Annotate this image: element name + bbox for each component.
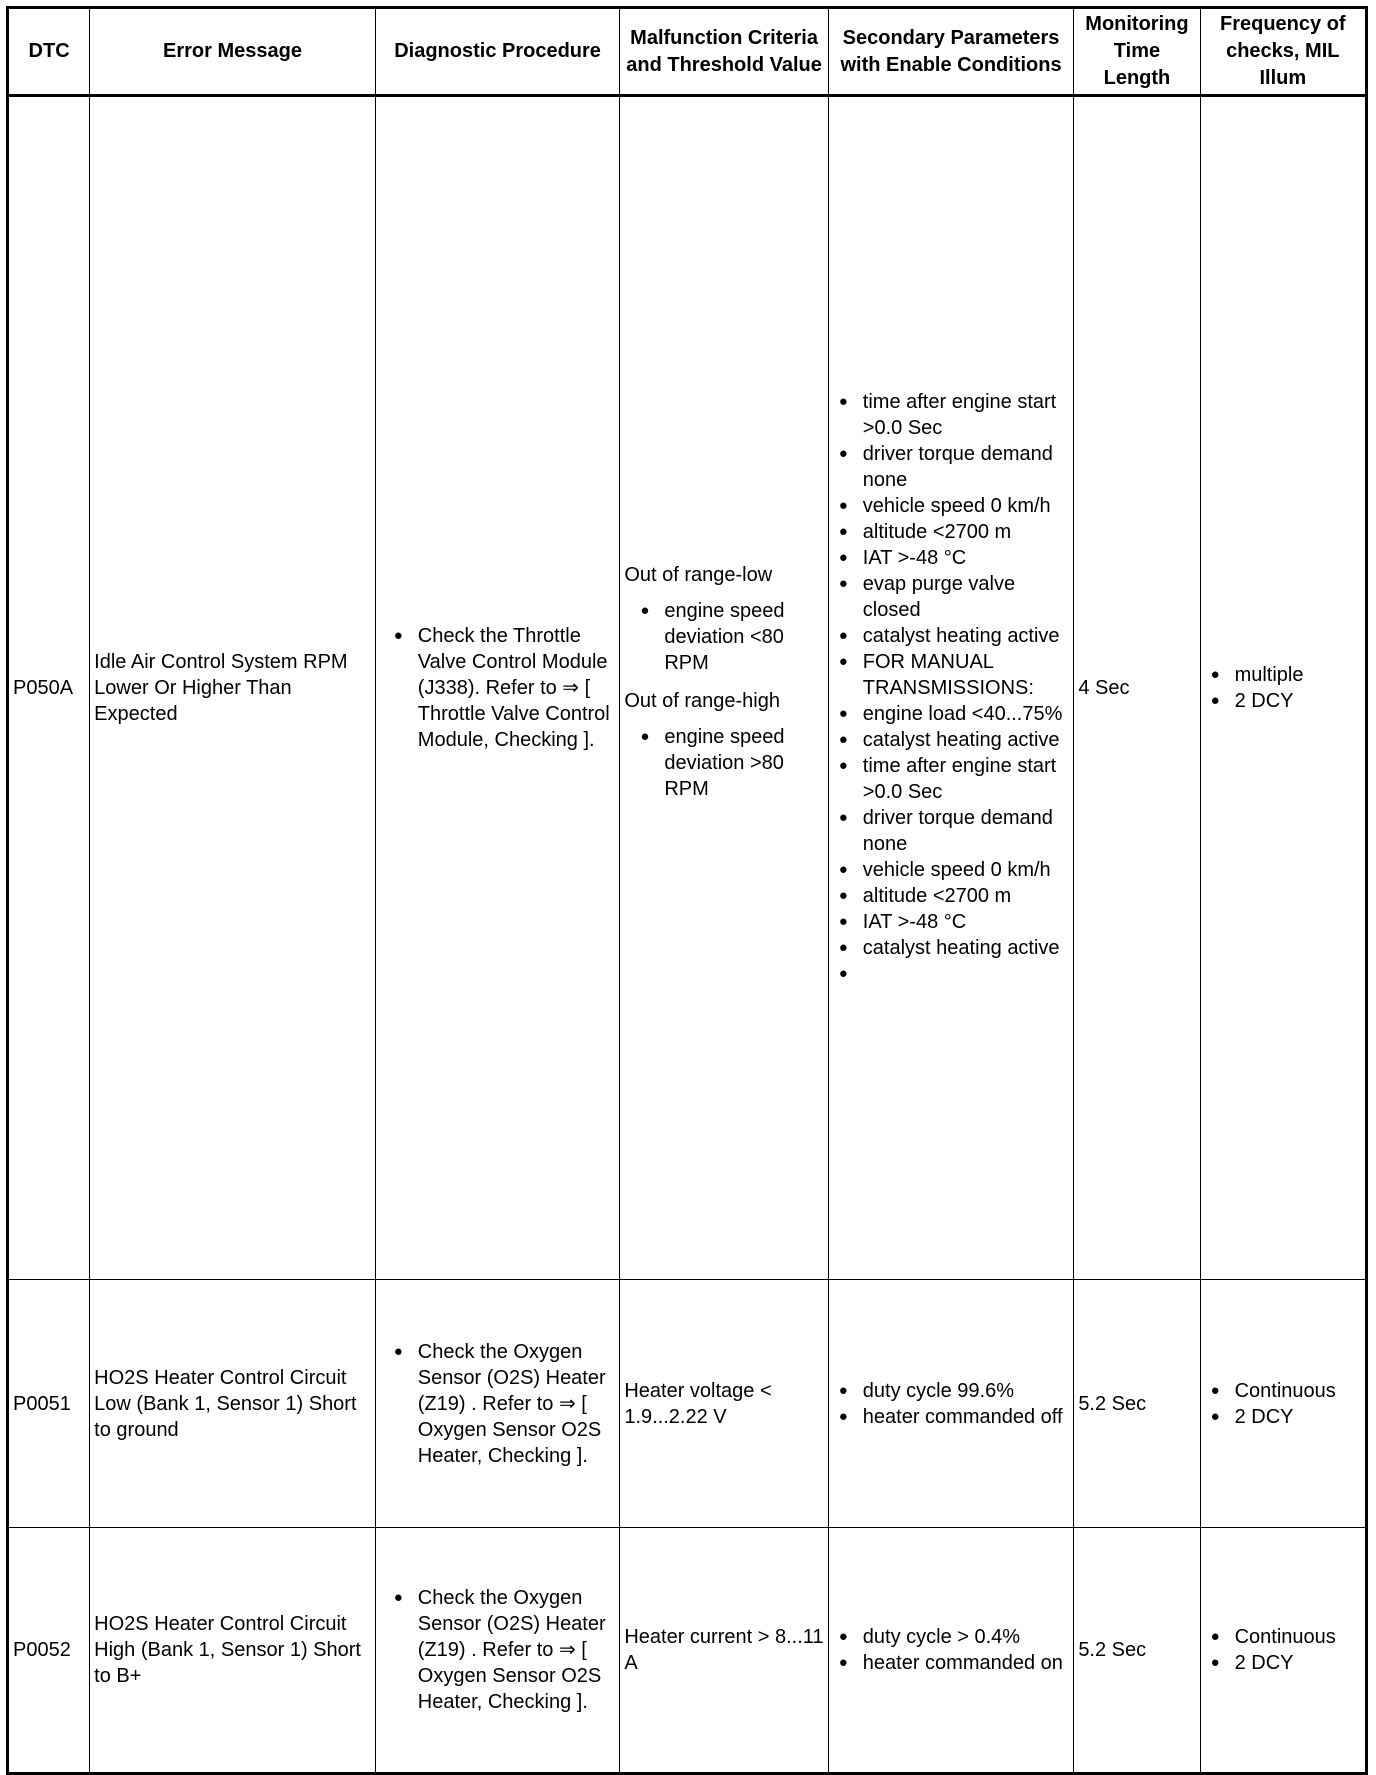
- dtc-code: P050A: [8, 96, 90, 1280]
- table-row: [8, 1280, 1367, 1528]
- header-error-message: Error Message: [90, 8, 376, 96]
- secondary-item: ● driver torque demand none: [833, 441, 1070, 493]
- procedure-item: ● Check the Oxygen Sensor (O2S) Heater (Z19) . Refer to ⇒ [ Oxygen Sensor O2S Heater, Checking ].: [380, 1585, 616, 1715]
- secondary-parameters: [828, 1528, 1074, 1774]
- secondary-item: ● duty cycle 99.6%: [833, 1378, 1070, 1404]
- secondary-item: ● FOR MANUAL TRANSMISSIONS:: [833, 649, 1070, 701]
- header-monitoring-time: Monitoring Time Length: [1074, 8, 1200, 96]
- diagnostic-procedure: [375, 1528, 620, 1774]
- criteria-low-item: ● engine speed deviation <80 RPM: [634, 598, 823, 676]
- frequency-item: ● Continuous: [1205, 1624, 1361, 1650]
- criteria-high-label: Out of range-high: [624, 690, 780, 712]
- secondary-item: ● altitude <2700 m: [833, 883, 1070, 909]
- procedure-item: ● Check the Oxygen Sensor (O2S) Heater (Z19) . Refer to ⇒ [ Oxygen Sensor O2S Heater, Checking ].: [380, 1339, 616, 1469]
- frequency-item: ● multiple: [1205, 662, 1361, 688]
- error-message: Idle Air Control System RPM Lower Or Higher Than Expected: [90, 96, 376, 1280]
- secondary-item: ● engine load <40...75%: [833, 701, 1070, 727]
- secondary-item: ● vehicle speed 0 km/h: [833, 493, 1070, 519]
- secondary-parameters: [828, 96, 1074, 1280]
- monitoring-time: 4 Sec: [1074, 96, 1200, 1280]
- secondary-item: ● duty cycle > 0.4%: [833, 1624, 1070, 1650]
- secondary-item: ● evap purge valve closed: [833, 571, 1070, 623]
- frequency-item: ● 2 DCY: [1205, 688, 1361, 714]
- header-frequency: Frequency of checks, MIL Illum: [1200, 8, 1366, 96]
- malfunction-criteria: Heater current > 8...11 A: [620, 1528, 828, 1774]
- monitoring-time: 5.2 Sec: [1074, 1528, 1200, 1774]
- secondary-item: ● IAT >-48 °C: [833, 545, 1070, 571]
- frequency: [1200, 96, 1366, 1280]
- frequency-item: ● Continuous: [1205, 1378, 1361, 1404]
- secondary-item: ● catalyst heating active: [833, 935, 1070, 961]
- secondary-item: ● catalyst heating active: [833, 727, 1070, 753]
- diagnostic-procedure: [375, 1280, 620, 1528]
- secondary-item: ● IAT >-48 °C: [833, 909, 1070, 935]
- frequency: [1200, 1280, 1366, 1528]
- secondary-item: ● altitude <2700 m: [833, 519, 1070, 545]
- header-diagnostic-procedure: Diagnostic Procedure: [375, 8, 620, 96]
- secondary-item-empty: [833, 961, 1070, 987]
- frequency-item: ● 2 DCY: [1205, 1650, 1361, 1676]
- secondary-item: ● driver torque demand none: [833, 805, 1070, 857]
- frequency: [1200, 1528, 1366, 1774]
- header-dtc: DTC: [8, 8, 90, 96]
- secondary-item: ● vehicle speed 0 km/h: [833, 857, 1070, 883]
- table-row: [8, 1528, 1367, 1774]
- malfunction-criteria: [620, 96, 828, 1280]
- dtc-code: P0051: [8, 1280, 90, 1528]
- header-malfunction-criteria: Malfunction Criteria and Threshold Value: [620, 8, 828, 96]
- secondary-item: ● time after engine start >0.0 Sec: [833, 753, 1070, 805]
- dtc-table: [6, 6, 1368, 1775]
- secondary-item: ● heater commanded on: [833, 1650, 1070, 1676]
- frequency-item: ● 2 DCY: [1205, 1404, 1361, 1430]
- secondary-item: ● time after engine start >0.0 Sec: [833, 389, 1070, 441]
- secondary-item: ● heater commanded off: [833, 1404, 1070, 1430]
- secondary-parameters: [828, 1280, 1074, 1528]
- table-header: [8, 8, 1367, 96]
- dtc-code: P0052: [8, 1528, 90, 1774]
- error-message: HO2S Heater Control Circuit High (Bank 1, Sensor 1) Short to B+: [90, 1528, 376, 1774]
- error-message: HO2S Heater Control Circuit Low (Bank 1, Sensor 1) Short to ground: [90, 1280, 376, 1528]
- table-row: [8, 96, 1367, 1280]
- diagnostic-procedure: [375, 96, 620, 1280]
- malfunction-criteria: Heater voltage < 1.9...2.22 V: [620, 1280, 828, 1528]
- criteria-low-label: Out of range-low: [624, 564, 773, 586]
- secondary-item: ● catalyst heating active: [833, 623, 1070, 649]
- header-secondary-parameters: Secondary Parameters with Enable Conditions: [828, 8, 1074, 96]
- monitoring-time: 5.2 Sec: [1074, 1280, 1200, 1528]
- criteria-high-item: ● engine speed deviation >80 RPM: [634, 724, 823, 802]
- procedure-item: ● Check the Throttle Valve Control Module (J338). Refer to ⇒ [ Throttle Valve Control Module, Checking ].: [380, 623, 616, 753]
